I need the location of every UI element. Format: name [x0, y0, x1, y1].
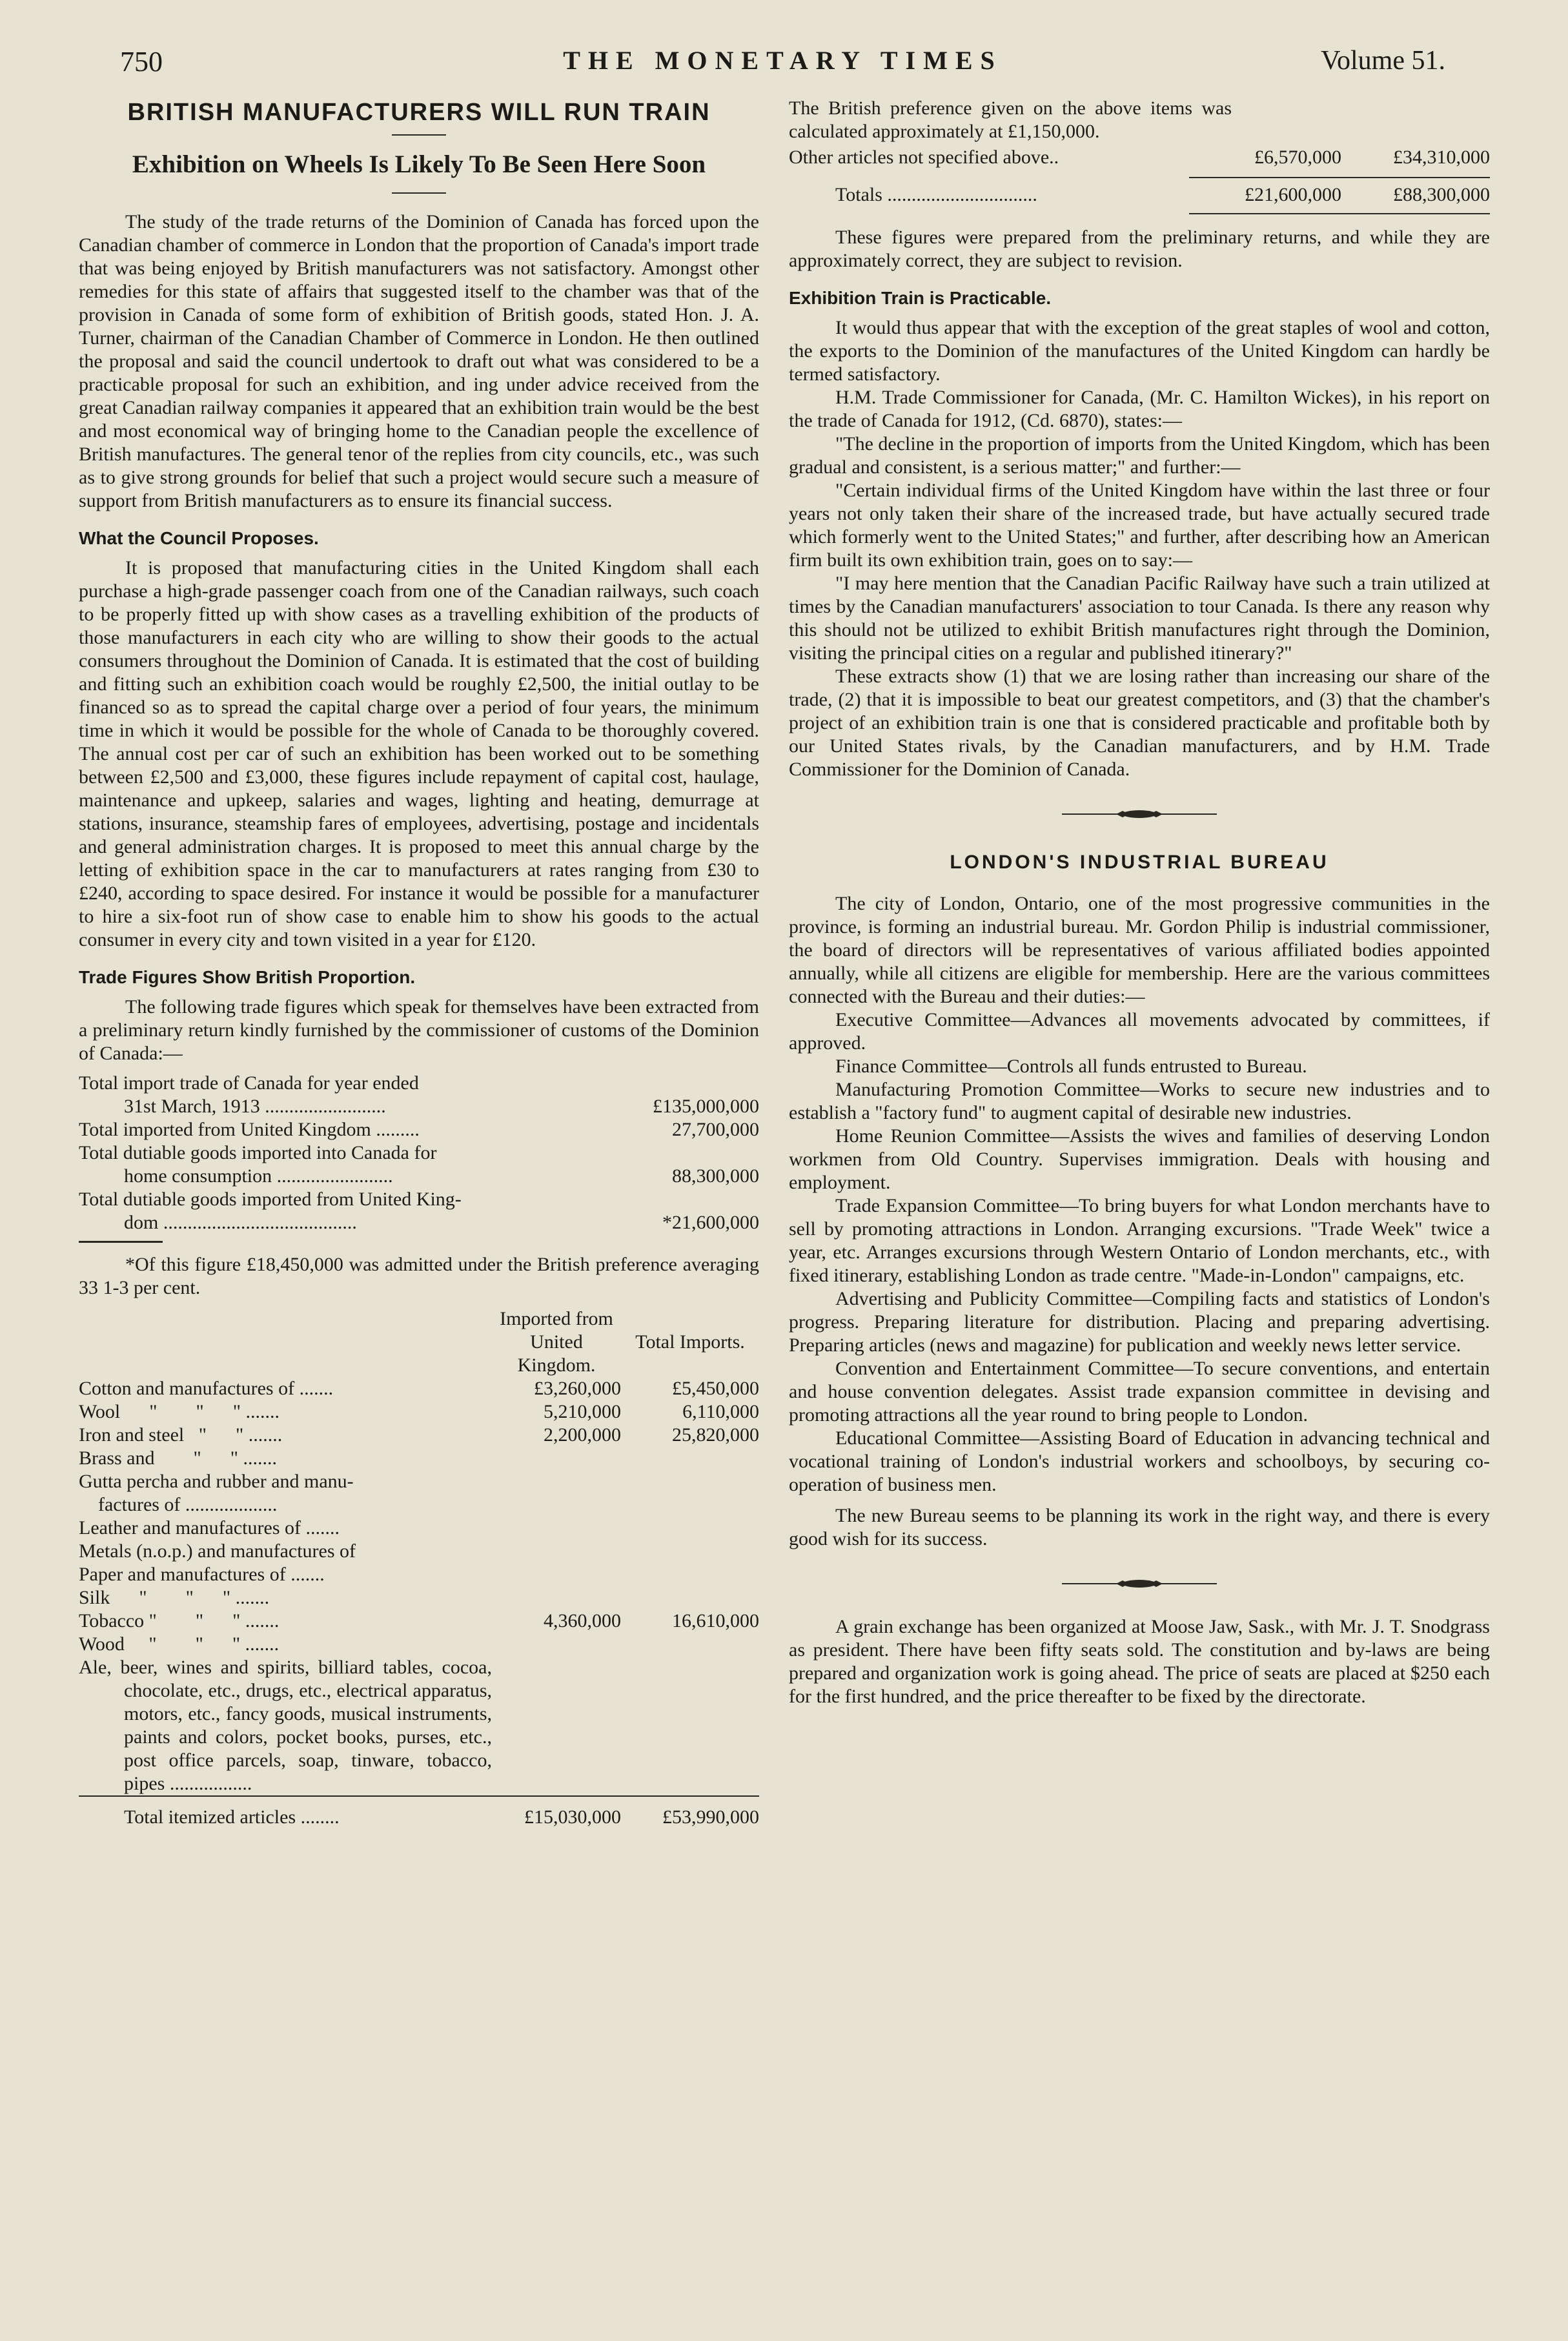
- running-header: [120, 40, 1445, 85]
- quotation: "Certain individual firms of the United Kingdom have within the last three or four years not only taken their share of the increased trade, but have actually secured trade which formerly went to the United States;" and further, after describing how an American firm built its own exhibition train, goes on to say:—: [789, 480, 1490, 571]
- table-cell-uk: 4,360,000: [544, 1610, 621, 1631]
- committee-item: Finance Committee—Controls all funds entrusted to Bureau.: [835, 1056, 1307, 1077]
- ornament-divider: [789, 1573, 1490, 1596]
- divider: [1189, 213, 1490, 214]
- divider: [1189, 177, 1490, 178]
- table-cell-item: Leather and manufactures of .......: [79, 1517, 340, 1539]
- figure-row: Total dutiable goods imported from United King-: [79, 1189, 462, 1210]
- table-cell-total: [621, 1493, 759, 1517]
- table-cell-item: Ale, beer, wines and spirits, billiard tables, cocoa, chocolate, etc., drugs, etc., electrical apparatus, motors, etc., fancy goods, musical instruments, paints and colors, pocket books, purses, etc., post office parcels, soap, tinware, tobacco, pipes .................: [79, 1657, 492, 1794]
- table-cell-item: Silk " " " .......: [79, 1587, 270, 1608]
- table-cell-item: Metals (n.o.p.) and manufactures of: [79, 1540, 356, 1562]
- figure-row: home consumption ........................ 88,300,000: [124, 1165, 759, 1187]
- page-number: 750: [120, 46, 163, 77]
- figure-row: Total import trade of Canada for year ended: [79, 1072, 419, 1094]
- section-heading: What the Council Proposes.: [79, 528, 319, 548]
- table-cell-uk: 5,210,000: [544, 1401, 621, 1422]
- paragraph: The following trade figures which speak for themselves have been extracted from a preliminary return kindly furnished by the commissioner of customs of the Dominion of Canada:—: [79, 996, 759, 1064]
- table-cell-item: Brass and " " .......: [79, 1447, 277, 1469]
- table-cell-total: £5,450,000: [672, 1378, 759, 1399]
- table-cell-total: [621, 1517, 759, 1540]
- divider: [392, 134, 446, 136]
- table-cell-total: 25,820,000: [672, 1424, 759, 1446]
- figure-row: 31st March, 1913 ......................... £135,000,000: [124, 1096, 759, 1117]
- table-row: [79, 1540, 759, 1563]
- table-cell-uk: [492, 1517, 621, 1540]
- table-cell-total: [621, 1656, 759, 1796]
- table-row: [79, 1400, 759, 1424]
- table-cell-item: Paper and manufactures of .......: [79, 1564, 325, 1585]
- figure-row: dom ........................................ *21,600,000: [124, 1212, 759, 1233]
- summary-row: Totals ............................... £21,600,000 £88,300,000: [835, 184, 1490, 205]
- table-row: [79, 1656, 759, 1796]
- journal-title: THE MONETARY TIMES: [563, 46, 1003, 75]
- committee-item: Educational Committee—Assisting Board of Education in advancing technical and vocational training of London's industrial workers and schoolboys, by securing co-operation of business men.: [789, 1427, 1490, 1495]
- table-cell-item: Wool " " " .......: [79, 1401, 280, 1422]
- committee-item: Advertising and Publicity Committee—Compiling facts and statistics of London's progress. Preparing literature for distribution. Placing and preparing advertising. Preparing articles (news and magazine) for publication and weekly news letter service.: [789, 1288, 1490, 1356]
- divider: [392, 192, 446, 194]
- section-heading: Exhibition Train is Practicable.: [789, 288, 1052, 308]
- table-cell-uk: [492, 1447, 621, 1470]
- table-row: [79, 1470, 759, 1493]
- table-cell-uk: £3,260,000: [534, 1378, 621, 1399]
- table-cell-uk: [492, 1470, 621, 1493]
- paragraph: The city of London, Ontario, one of the most progressive communities in the province, is forming an industrial bureau. Mr. Gordon Philip is industrial commissioner, the board of directors will be representatives of various affiliated bodies appointed annually, while all citizens are eligible for membership. Here are the various committees connected with the Bureau and their duties:—: [789, 893, 1490, 1007]
- table-row: [79, 1517, 759, 1540]
- table-cell-total: [621, 1563, 759, 1586]
- quotation: "The decline in the proportion of imports from the United Kingdom, which has been gradual and consistent, is a serious matter;" and further:—: [789, 433, 1490, 478]
- table-cell-uk: [492, 1633, 621, 1656]
- table-row: [79, 1377, 759, 1400]
- table-row: [79, 1633, 759, 1656]
- committee-item: Convention and Entertainment Committee—To secure conventions, and entertain and house convention delegates. Assist trade expansion committee in devising and promoting attractions all the year round to bring people to London.: [789, 1358, 1490, 1426]
- table-cell-uk: [492, 1493, 621, 1517]
- table-cell-uk: [492, 1563, 621, 1586]
- table-cell-item: Wood " " " .......: [79, 1633, 280, 1655]
- table-row: [79, 1610, 759, 1633]
- paragraph: It is proposed that manufacturing cities in the United Kingdom shall each purchase a high-grade passenger coach from one of the Canadian railways, such coach to be properly fitted up with show cases as a travelling exhibition of the products of those manufacturers in each city who are willing to show their goods to the actual consumers throughout the Dominion of Canada. It is estimated that the cost of building and fitting such an exhibition coach would be roughly £2,500, the initial outlay to be financed so as to spread the capital charge over a period of four years, the minimum time in which it would be possible for the whole of Canada to be thoroughly covered. The annual cost per car of such an exhibition has been worked out to be something between £2,500 and £3,000, these figures include repayment of capital cost, haulage, maintenance and upkeep, salaries and wages, lighting and heating, demurrage at stations, insurance, steamship fares of employees, advertising, postage and incidentals and general administration charges. It is proposed to meet this annual charge by the letting of exhibition space in the car to manufacturers at rates ranging from £30 to £240, according to space desired. For instance it would be possible for a manufacturer to hire a six-foot run of show case to enable him to show his goods to the actual consumer in every city and town visited in a year for £120.: [79, 557, 759, 950]
- trade-figures: [79, 1072, 759, 1234]
- column-header: Imported from United Kingdom.: [500, 1308, 613, 1376]
- table-row: [79, 1447, 759, 1470]
- ornament-divider: [789, 803, 1490, 826]
- section-heading: Trade Figures Show British Proportion.: [79, 967, 416, 987]
- table-cell-item: Cotton and manufactures of .......: [79, 1378, 334, 1399]
- table-cell-item: Tobacco " " " .......: [79, 1610, 280, 1631]
- ornament-icon: [1062, 1577, 1217, 1590]
- table-total-row: Total itemized articles ........ £15,030,000 £53,990,000: [79, 1796, 759, 1829]
- paragraph: A grain exchange has been organized at Moose Jaw, Sask., with Mr. J. T. Snodgrass as president. There have been fifty seats sold. The constitution and by-laws are being prepared and organization work is going ahead. The price of seats are placed at $250 each for the first hundred, and the price thereafter to be fixed by the directorate.: [789, 1616, 1490, 1707]
- committee-item: Home Reunion Committee—Assists the wives and families of deserving London workmen from Old Country. Supervises immigration. Deals with housing and employment.: [789, 1125, 1490, 1193]
- paragraph: The new Bureau seems to be planning its work in the right way, and there is every good wish for its success.: [789, 1505, 1490, 1549]
- article-subhead: Exhibition on Wheels Is Likely To Be Seen Here Soon: [132, 150, 706, 178]
- right-column: [789, 97, 1490, 1708]
- table-row: [79, 1586, 759, 1610]
- table-row: [79, 1424, 759, 1447]
- table-cell-total: 6,110,000: [682, 1401, 759, 1422]
- column-header: Total Imports.: [635, 1331, 745, 1353]
- table-row: [79, 1493, 759, 1517]
- table-cell-item: Iron and steel " " .......: [79, 1424, 283, 1446]
- committee-item: Executive Committee—Advances all movements advocated by committees, if approved.: [789, 1009, 1490, 1054]
- table-cell-item: Gutta percha and rubber and manu-: [79, 1471, 354, 1492]
- volume-label: Volume 51.: [1321, 46, 1445, 76]
- paragraph: The study of the trade returns of the Dominion of Canada has forced upon the Canadian chamber of commerce in London that the proportion of Canada's import trade that was being enjoyed by British manufacturers was not satisfactory. Amongst other remedies for this state of affairs that suggested itself to the chamber was that of the provision in Canada of some form of exhibition of British goods, stated Hon. J. A. Turner, chairman of the Canadian Chamber of Commerce in London. He then outlined the proposal and said the council undertook to draft out what was considered to be a practicable proposal for such an exhibition, and ing under advice received from the great Canadian railway companies it appeared that an exhibition train would be the best and most economical way of bringing home to the Canadian people the excellence of British manufactures. The general tenor of the replies from city councils, etc., was such as to give strong grounds for belief that such a project would secure such a measure of support from British manufacturers as to ensure its financial success.: [79, 211, 759, 511]
- table-cell-total: [621, 1633, 759, 1656]
- table-header-row: [79, 1307, 759, 1377]
- table-cell-uk: 2,200,000: [544, 1424, 621, 1446]
- table-cell-total: [621, 1447, 759, 1470]
- left-column: [79, 97, 759, 1829]
- table-row: [79, 1563, 759, 1586]
- divider: [79, 1241, 163, 1243]
- article-headline: BRITISH MANUFACTURERS WILL RUN TRAIN: [127, 99, 711, 126]
- paragraph: These extracts show (1) that we are losing rather than increasing our share of the trade, (2) that it is impossible to beat our greatest competitors, and (3) that the chamber's project of an exhibition train is one that is considered practicable and profitable both by our United States rivals, by the Canadian manufacturers, and by H.M. Trade Commissioner for the Dominion of Canada.: [789, 666, 1490, 780]
- ornament-icon: [1062, 808, 1217, 821]
- figure-row: Total imported from United Kingdom ......... 27,700,000: [79, 1119, 759, 1140]
- summary-row: Other articles not specified above.. £6,570,000 £34,310,000: [789, 147, 1490, 168]
- table-cell-total: [621, 1540, 759, 1563]
- article-headline: LONDON'S INDUSTRIAL BUREAU: [950, 852, 1329, 873]
- paragraph: It would thus appear that with the exception of the great staples of wool and cotton, the exports to the Dominion of the manufactures of the United Kingdom can hardly be termed satisfactory.: [789, 317, 1490, 385]
- committee-item: Trade Expansion Committee—To bring buyers for what London merchants have to sell by promoting attractions in London. Arranging excursions. "Trade Week" twice a year, etc. Arranges excursions through Western Ontario of London merchants, etc., with fixed itinerary, establishing London as trade centre. "Made-in-London" campaigns, etc.: [789, 1195, 1490, 1286]
- table-cell-uk: [492, 1656, 621, 1796]
- paragraph: These figures were prepared from the preliminary returns, and while they are approximately correct, they are subject to revision.: [789, 227, 1490, 271]
- table-cell-total: 16,610,000: [672, 1610, 759, 1631]
- figure-row: Total dutiable goods imported into Canada for: [79, 1142, 437, 1163]
- table-cell-total: [621, 1470, 759, 1493]
- table-cell-item: factures of ...................: [79, 1494, 278, 1515]
- table-cell-uk: [492, 1540, 621, 1563]
- quotation: "I may here mention that the Canadian Pacific Railway have such a train utilized at times by the Canadian manufacturers' association to tour Canada. Is there any reason why this should not be utilized to exhibit British manufactures right through the Dominion, visiting the principal cities on a regular and published itinerary?": [789, 573, 1490, 664]
- table-cell-total: [621, 1586, 759, 1610]
- committee-item: Manufacturing Promotion Committee—Works to secure new industries and to establish a "factory fund" to augment capital of desirable new industries.: [789, 1079, 1490, 1123]
- paragraph: H.M. Trade Commissioner for Canada, (Mr. C. Hamilton Wickes), in his report on the trade of Canada for 1912, (Cd. 6870), states:—: [789, 387, 1490, 431]
- footnote: *Of this figure £18,450,000 was admitted under the British preference averaging 33 1-3 per cent.: [79, 1254, 759, 1298]
- table-cell-uk: [492, 1586, 621, 1610]
- paragraph: The British preference given on the above items was calculated approximately at £1,150,000.: [789, 97, 1232, 142]
- imports-table: [79, 1307, 759, 1829]
